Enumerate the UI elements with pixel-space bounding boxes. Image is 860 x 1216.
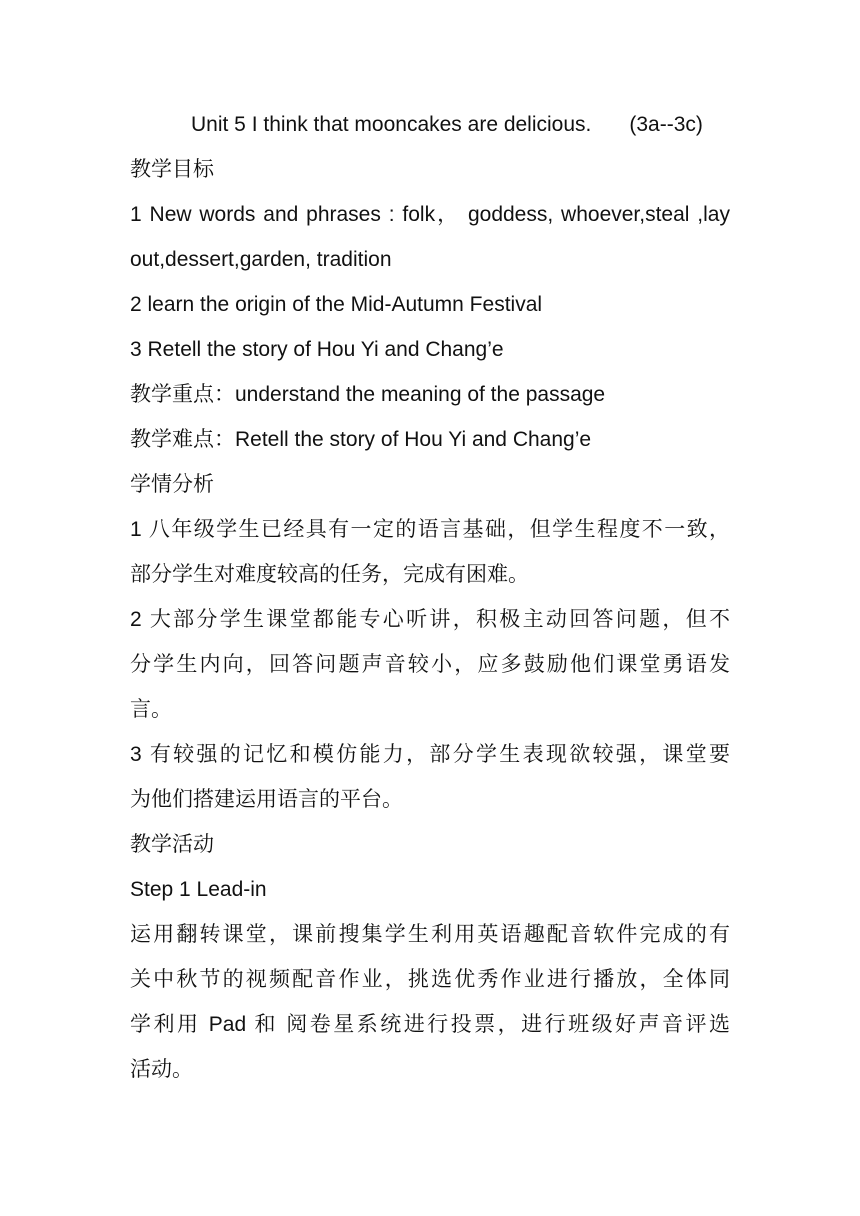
analysis-heading: 学情分析 (130, 473, 214, 496)
analysis-3-line-2: 为他们搭建运用语言的平台。 (130, 788, 403, 811)
analysis-2-line-3: 言。 (130, 698, 172, 721)
activities-heading: 教学活动 (130, 833, 214, 856)
objective-1-line-1: 1 New words and phrases : folk， goddess, whoever,steal ,lay (130, 203, 730, 226)
step-1-line-2: 关中秋节的视频配音作业，挑选优秀作业进行播放，全体同 (130, 968, 730, 991)
objective-1-line-2: out,dessert,garden, tradition (130, 248, 392, 271)
objectives-heading: 教学目标 (130, 158, 214, 181)
analysis-3-line-1: 3 有较强的记忆和模仿能力，部分学生表现欲较强，课堂要 (130, 743, 730, 766)
analysis-2-line-2: 分学生内向，回答问题声音较小，应多鼓励他们课堂勇语发 (130, 653, 730, 676)
document-page (130, 102, 730, 1092)
step-1-line-3: 学利用 Pad 和 阅卷星系统进行投票，进行班级好声音评选 (130, 1013, 730, 1036)
key-point: 教学重点：understand the meaning of the passage (130, 383, 606, 406)
title-range: (3a--3c) (629, 113, 703, 136)
step-1-line-1: 运用翻转课堂，课前搜集学生利用英语趣配音软件完成的有 (130, 923, 730, 946)
title-text: Unit 5 I think that mooncakes are delicious. (191, 113, 592, 136)
analysis-1-line-2: 部分学生对难度较高的任务，完成有困难。 (130, 563, 529, 586)
difficult-point: 教学难点：Retell the story of Hou Yi and Chang’e (130, 428, 592, 451)
objective-3: 3 Retell the story of Hou Yi and Chang’e (130, 338, 504, 361)
analysis-2-line-1: 2 大部分学生课堂都能专心听讲，积极主动回答问题，但不 (130, 608, 730, 631)
step-1-title: Step 1 Lead-in (130, 878, 267, 901)
document-title (130, 102, 730, 147)
objective-2: 2 learn the origin of the Mid-Autumn Festival (130, 293, 543, 316)
analysis-1-line-1: 1 八年级学生已经具有一定的语言基础，但学生程度不一致， (130, 518, 730, 541)
step-1-line-4: 活动。 (130, 1058, 193, 1081)
